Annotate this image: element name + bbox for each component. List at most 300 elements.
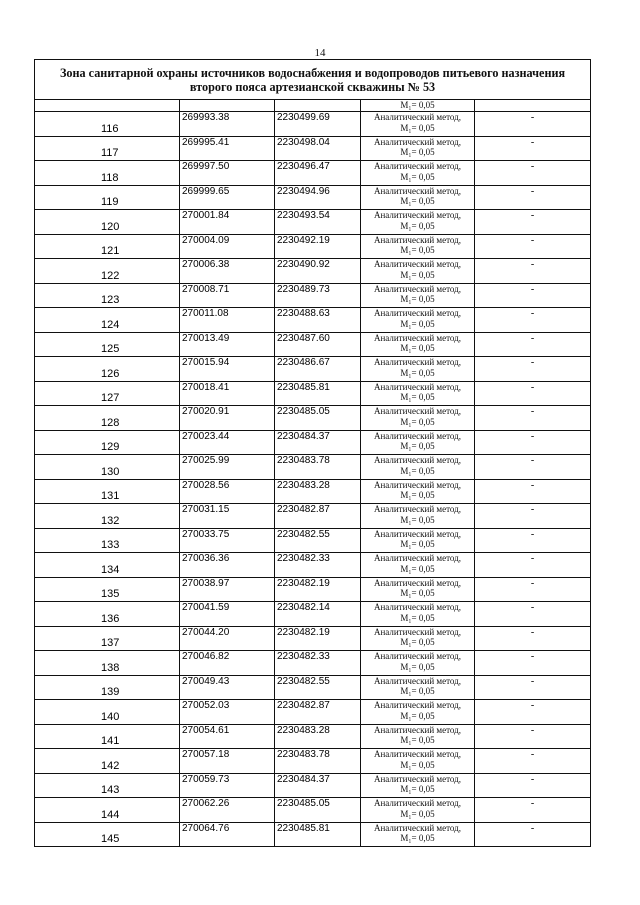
point-number: 130 [101,465,120,478]
method-text: Аналитический метод, [373,381,462,392]
point-number-cell [35,822,180,847]
coord-x: 270049.43 [180,675,275,700]
point-number: 128 [101,416,120,429]
point-number-cell [35,798,180,823]
note-cell [475,112,591,137]
method-cell [361,700,475,725]
method-text: Аналитический метод, [373,283,462,294]
coord-x: 270028.56 [180,479,275,504]
method-text: Аналитический метод, [373,332,462,343]
point-number-cell [35,259,180,284]
accuracy-text: M₁= 0,05 [400,416,435,427]
table-row [35,234,591,259]
note-cell [475,724,591,749]
coord-x: 270044.20 [180,626,275,651]
note-cell [475,602,591,627]
point-number-cell [35,234,180,259]
method-text: Аналитический метод, [373,773,462,784]
method-text: Аналитический метод, [373,749,462,759]
coord-y: 2230484.37 [275,430,361,455]
table-row [35,822,591,847]
coord-y: 2230483.28 [275,724,361,749]
coord-y: 2230482.19 [275,626,361,651]
method-text: Аналитический метод, [373,259,462,269]
coord-x: 270018.41 [180,381,275,406]
method-cell [361,479,475,504]
point-number-cell [35,381,180,406]
coord-x: 269995.41 [180,136,275,161]
method-cell [361,332,475,357]
method-text: Аналитический метод, [373,455,462,465]
point-number: 116 [101,122,119,135]
note-cell [475,675,591,700]
coord-y: 2230494.96 [275,185,361,210]
note-dash: - [530,136,535,148]
coord-y: 2230483.78 [275,749,361,774]
coord-x: 270054.61 [180,724,275,749]
coord-x: 270006.38 [180,259,275,284]
point-number: 129 [101,441,120,453]
note-dash: - [530,259,535,270]
method-text: Аналитический метод, [373,528,462,539]
point-number: 144 [101,808,120,821]
note-dash: - [530,651,535,662]
note-cell [475,455,591,480]
table-row [35,798,591,823]
point-number: 137 [101,637,120,649]
note-dash: - [530,210,535,221]
note-cell [475,283,591,308]
method-cell [361,136,475,161]
note-cell [475,553,591,578]
coord-y: 2230485.81 [275,822,361,847]
note-cell [475,357,591,382]
coord-x: 270036.36 [180,553,275,578]
note-dash: - [530,479,535,491]
method-cell [361,161,475,186]
table-row [35,479,591,504]
note-dash: - [530,185,535,197]
method-cell [361,430,475,455]
accuracy-text: M₁= 0,05 [400,294,435,304]
method-text: Аналитический метод, [373,724,462,735]
method-cell [361,112,475,137]
method-cell [361,651,475,676]
method-text: Аналитический метод, [373,700,462,710]
note-dash: - [530,773,535,785]
note-dash: - [530,381,535,393]
coord-y: 2230485.05 [275,798,361,823]
method-text: Аналитический метод, [373,602,462,612]
accuracy-text: M₁= 0,05 [400,318,435,329]
note-cell [475,577,591,602]
point-number: 126 [101,367,120,380]
point-number-cell [35,773,180,798]
table-row [35,381,591,406]
coord-y: 2230482.14 [275,602,361,627]
coord-y: 2230492.19 [275,234,361,259]
method-cell [361,357,475,382]
method-text: Аналитический метод, [373,136,462,147]
coord-x: 270008.71 [180,283,275,308]
note-dash: - [530,602,535,613]
method-cell [361,798,475,823]
table-title [35,60,591,100]
point-number-cell [35,210,180,235]
point-number-cell [35,504,180,529]
coord-x: 270020.91 [180,406,275,431]
point-number-cell [35,455,180,480]
note-cell [475,430,591,455]
point-number: 124 [101,318,120,331]
coord-x: 270064.76 [180,822,275,847]
note-cell [475,406,591,431]
method-cell [361,773,475,798]
table-row [35,626,591,651]
table-row [35,161,591,186]
method-text: Аналитический метод, [373,357,462,367]
table-row [35,602,591,627]
coord-y: 2230482.33 [275,553,361,578]
point-number-cell [35,283,180,308]
note-dash: - [530,700,535,711]
point-number-cell [35,626,180,651]
note-cell [475,210,591,235]
point-number-cell [35,357,180,382]
method-text: Аналитический метод, [373,185,462,196]
table-row [35,504,591,529]
accuracy-text: M₁= 0,05 [400,539,435,549]
continuation-cell-empty [180,100,275,112]
method-text: Аналитический метод, [373,822,462,833]
note-dash: - [530,161,535,172]
note-dash: - [530,406,535,417]
point-number-cell [35,700,180,725]
method-cell [361,749,475,774]
coord-y: 2230482.87 [275,504,361,529]
accuracy-text: M₁= 0,05 [400,367,435,378]
table-row [35,553,591,578]
point-number-cell [35,161,180,186]
table-row [35,675,591,700]
method-cell [361,626,475,651]
coord-y: 2230489.73 [275,283,361,308]
accuracy-text: M₁= 0,05 [400,343,435,353]
accuracy-text: M₁= 0,05 [400,171,435,182]
point-number: 120 [101,220,120,233]
accuracy-text: M₁= 0,05 [400,661,435,672]
page-number: 14 [314,47,326,59]
table-row [35,749,591,774]
coord-x: 270011.08 [180,308,275,333]
method-text: Аналитический метод, [373,161,462,171]
table-title-row [35,60,591,100]
continuation-accuracy: M₁= 0,05 [361,100,475,112]
coord-x: 270052.03 [180,700,275,725]
note-dash: - [530,504,535,515]
table-row [35,357,591,382]
coord-y: 2230485.81 [275,381,361,406]
coordinates-table [34,59,591,847]
method-cell [361,675,475,700]
coord-x: 270025.99 [180,455,275,480]
coord-y: 2230483.28 [275,479,361,504]
coord-x: 270023.44 [180,430,275,455]
coord-x: 269999.65 [180,185,275,210]
note-cell [475,749,591,774]
point-number-cell [35,406,180,431]
note-dash: - [530,308,535,319]
table-row [35,259,591,284]
table-row [35,210,591,235]
coord-y: 2230496.47 [275,161,361,186]
note-cell [475,626,591,651]
coord-x: 270046.82 [180,651,275,676]
accuracy-text: M₁= 0,05 [400,196,435,206]
point-number: 145 [101,833,120,845]
note-dash: - [530,798,535,809]
note-cell [475,700,591,725]
method-text: Аналитический метод, [373,430,462,441]
method-text: Аналитический метод, [373,798,462,808]
point-number-cell [35,479,180,504]
note-cell [475,185,591,210]
accuracy-text: M₁= 0,05 [400,441,435,451]
point-number: 127 [101,392,120,404]
table-row [35,185,591,210]
note-cell [475,332,591,357]
coord-x: 270038.97 [180,577,275,602]
accuracy-text: M₁= 0,05 [400,686,435,696]
note-dash: - [530,822,535,834]
note-dash: - [530,455,535,466]
point-number: 143 [101,784,120,796]
point-number: 119 [101,196,119,208]
method-text: Аналитический метод, [373,553,462,563]
accuracy-text: M₁= 0,05 [400,514,435,525]
note-cell [475,161,591,186]
coord-y: 2230482.33 [275,651,361,676]
note-cell [475,259,591,284]
note-cell [475,479,591,504]
note-cell [475,234,591,259]
accuracy-text: M₁= 0,05 [400,269,435,280]
point-number: 125 [101,343,120,355]
coord-x: 270033.75 [180,528,275,553]
accuracy-text: M₁= 0,05 [400,612,435,623]
point-number: 140 [101,710,120,723]
table-row [35,528,591,553]
accuracy-text: M₁= 0,05 [400,588,435,598]
method-cell [361,455,475,480]
accuracy-text: M₁= 0,05 [400,465,435,476]
coord-y: 2230482.19 [275,577,361,602]
method-text: Аналитический метод, [373,308,462,318]
method-text: Аналитический метод, [373,479,462,490]
accuracy-text: M₁= 0,05 [400,710,435,721]
method-cell [361,602,475,627]
method-cell [361,724,475,749]
method-text: Аналитический метод, [373,210,462,220]
point-number-cell [35,602,180,627]
coord-y: 2230498.04 [275,136,361,161]
note-cell [475,651,591,676]
table-row [35,406,591,431]
table-title-line-1: Зона санитарной охраны источников водоснабжения и водопроводов питьевого назначения [59,65,566,80]
note-dash: - [530,626,535,638]
point-number: 122 [101,269,120,282]
accuracy-text: M₁= 0,05 [400,122,435,133]
accuracy-text: M₁= 0,05 [400,563,435,574]
method-text: Аналитический метод, [373,675,462,686]
note-cell [475,504,591,529]
continuation-row [35,100,591,112]
point-number: 142 [101,759,120,772]
method-cell [361,504,475,529]
method-text: Аналитический метод, [373,112,462,122]
coord-x: 270057.18 [180,749,275,774]
note-dash: - [530,357,535,368]
table-row [35,455,591,480]
table-row [35,308,591,333]
method-cell [361,185,475,210]
coord-y: 2230482.55 [275,528,361,553]
note-dash: - [530,234,535,246]
point-number: 121 [101,245,120,257]
method-cell [361,308,475,333]
table-row [35,136,591,161]
coord-y: 2230482.55 [275,675,361,700]
table-row [35,700,591,725]
method-cell [361,577,475,602]
point-number-cell [35,651,180,676]
table-row [35,112,591,137]
note-cell [475,798,591,823]
note-dash: - [530,749,535,760]
point-number-cell [35,136,180,161]
note-dash: - [530,528,535,540]
coord-x: 270062.26 [180,798,275,823]
point-number-cell [35,430,180,455]
method-cell [361,406,475,431]
note-dash: - [530,283,535,295]
note-dash: - [530,430,535,442]
coord-x: 270059.73 [180,773,275,798]
note-dash: - [530,112,535,123]
table-title-line-2: второго пояса артезианской скважины № 53 [189,79,436,94]
accuracy-text: M₁= 0,05 [400,637,435,647]
point-number: 136 [101,612,120,625]
point-number: 141 [101,735,120,747]
coord-y: 2230483.78 [275,455,361,480]
method-text: Аналитический метод, [373,406,462,416]
point-number: 132 [101,514,120,527]
coord-y: 2230482.87 [275,700,361,725]
point-number-cell [35,185,180,210]
method-text: Аналитический метод, [373,651,462,661]
point-number-cell [35,749,180,774]
table-row [35,651,591,676]
point-number: 133 [101,539,120,551]
table-row [35,430,591,455]
accuracy-text: M₁= 0,05 [400,220,435,231]
continuation-cell-empty [475,100,591,112]
point-number-cell [35,308,180,333]
point-number: 139 [101,686,120,698]
point-number: 123 [101,294,120,306]
accuracy-text: M₁= 0,05 [400,808,435,819]
table-row [35,332,591,357]
coord-x: 269997.50 [180,161,275,186]
method-cell [361,553,475,578]
coord-x: 270015.94 [180,357,275,382]
accuracy-text: M₁= 0,05 [400,735,435,745]
point-number-cell [35,724,180,749]
point-number-cell [35,332,180,357]
note-cell [475,308,591,333]
note-cell [475,381,591,406]
method-text: Аналитический метод, [373,626,462,637]
note-dash: - [530,675,535,687]
note-cell [475,773,591,798]
point-number: 117 [101,147,119,159]
method-cell [361,259,475,284]
accuracy-text: M₁= 0,05 [400,759,435,770]
accuracy-text: M₁= 0,05 [400,490,435,500]
method-text: Аналитический метод, [373,577,462,588]
coord-x: 270004.09 [180,234,275,259]
coord-y: 2230486.67 [275,357,361,382]
table-row [35,724,591,749]
coord-x: 270001.84 [180,210,275,235]
point-number: 138 [101,661,120,674]
method-text: Аналитический метод, [373,504,462,514]
accuracy-text: M₁= 0,05 [400,784,435,794]
method-cell [361,528,475,553]
note-cell [475,822,591,847]
coord-x: 270013.49 [180,332,275,357]
accuracy-text: M₁= 0,05 [400,245,435,255]
point-number: 118 [101,171,119,184]
coord-y: 2230499.69 [275,112,361,137]
method-text: Аналитический метод, [373,234,462,245]
table-row [35,283,591,308]
coord-y: 2230487.60 [275,332,361,357]
accuracy-text: M₁= 0,05 [400,392,435,402]
point-number: 131 [101,490,120,502]
method-cell [361,210,475,235]
accuracy-text: M₁= 0,05 [400,147,435,157]
coord-y: 2230485.05 [275,406,361,431]
point-number-cell [35,112,180,137]
note-dash: - [530,724,535,736]
coord-y: 2230493.54 [275,210,361,235]
method-cell [361,234,475,259]
point-number: 134 [101,563,120,576]
coord-x: 270031.15 [180,504,275,529]
table-row [35,773,591,798]
note-dash: - [530,553,535,564]
coord-y: 2230488.63 [275,308,361,333]
point-number-cell [35,553,180,578]
coord-y: 2230490.92 [275,259,361,284]
table-row [35,577,591,602]
note-dash: - [530,332,535,344]
point-number-cell [35,577,180,602]
note-dash: - [530,577,535,589]
continuation-cell-empty [275,100,361,112]
point-number-cell [35,675,180,700]
